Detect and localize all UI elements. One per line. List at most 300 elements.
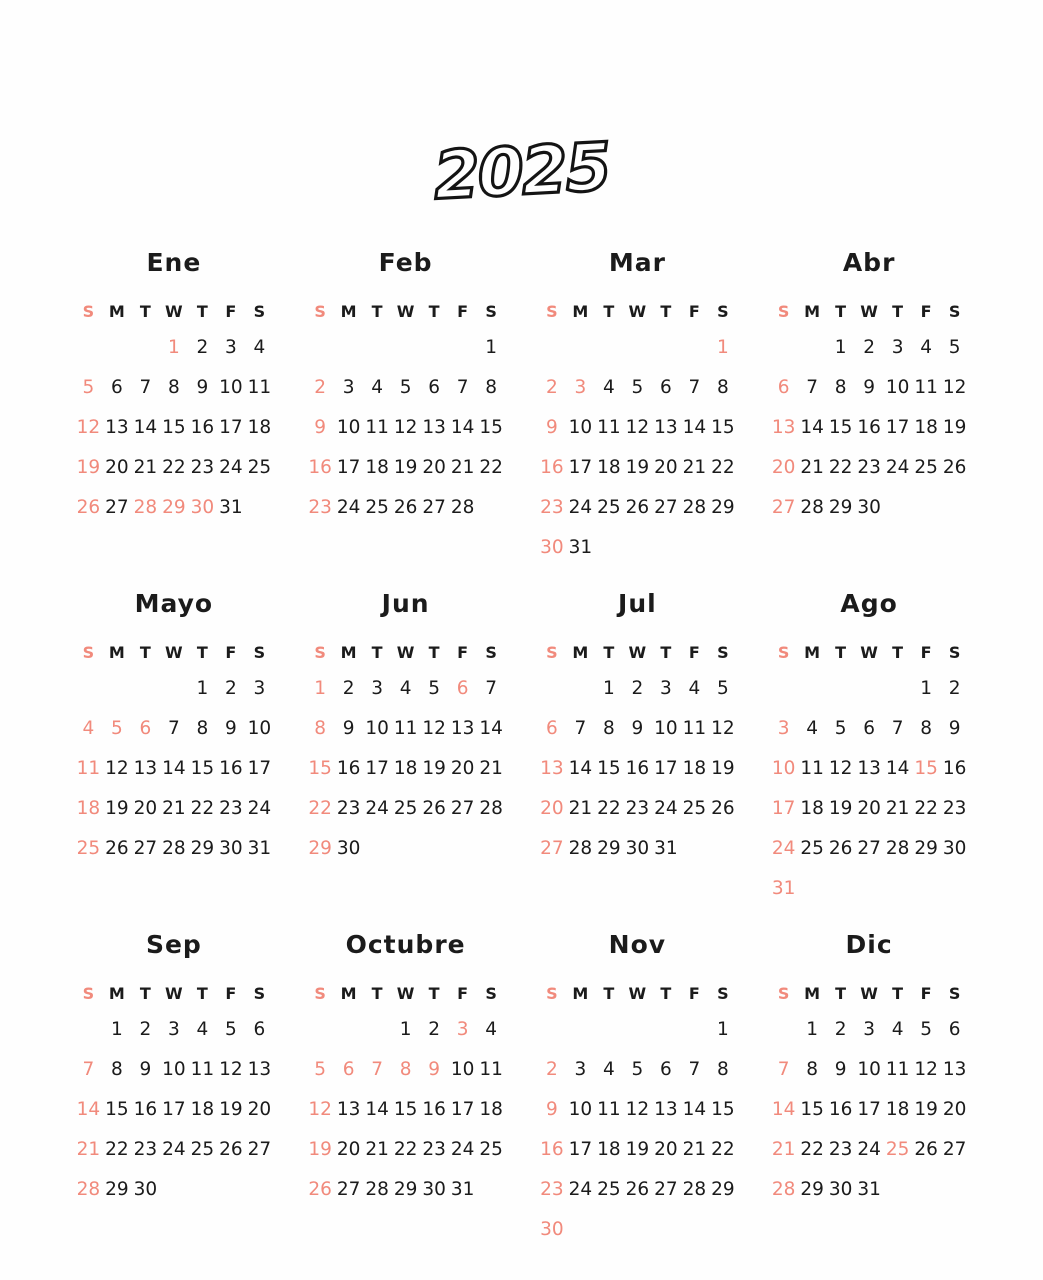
empty-cell: [566, 668, 595, 708]
date-cell: 29: [711, 1178, 735, 1200]
date-cell: 19: [828, 797, 853, 819]
date-cell: 22: [828, 456, 853, 478]
date-cell: 18: [247, 416, 272, 438]
date-cell: 18: [76, 797, 101, 819]
date-cell: 11: [885, 1058, 910, 1080]
weekday-header: W: [860, 984, 878, 1003]
month-day-grid: [74, 291, 274, 527]
date-cell: 12: [711, 717, 735, 739]
date-cell: 9: [863, 376, 876, 398]
weekday-header: T: [196, 643, 208, 662]
date-cell: 16: [133, 1098, 158, 1120]
date-cell: 3: [224, 336, 237, 358]
empty-cell: [769, 1009, 798, 1049]
date-cell: 10: [162, 1058, 186, 1080]
weekday-header: M: [340, 302, 357, 321]
date-cell: 4: [920, 336, 933, 358]
month-ene: [58, 244, 290, 585]
date-cell: 14: [800, 416, 824, 438]
month-day-grid: [769, 973, 969, 1209]
date-cell: 27: [336, 1178, 361, 1200]
date-cell: 13: [247, 1058, 272, 1080]
date-cell: 7: [485, 677, 498, 699]
date-cell: 8: [716, 1058, 729, 1080]
weekday-header: S: [485, 643, 497, 662]
empty-cell: [595, 327, 624, 367]
weekday-header: S: [485, 984, 497, 1003]
date-cell: 8: [485, 376, 498, 398]
date-cell: 11: [393, 717, 418, 739]
month-day-grid: [769, 632, 969, 908]
date-cell: 22: [105, 1138, 129, 1160]
date-cell: 10: [771, 757, 796, 779]
date-cell: 17: [365, 757, 389, 779]
date-cell: 13: [654, 1098, 678, 1120]
date-cell: 15: [711, 416, 735, 438]
empty-cell: [798, 327, 827, 367]
date-cell: 25: [365, 496, 389, 518]
date-cell: 15: [105, 1098, 129, 1120]
month-title: Octubre: [345, 930, 466, 959]
date-cell: 17: [654, 757, 678, 779]
date-cell: 20: [105, 456, 129, 478]
month-day-grid: [769, 291, 969, 527]
date-cell: 22: [800, 1138, 824, 1160]
date-cell: 23: [308, 496, 332, 518]
date-cell: 29: [711, 496, 735, 518]
date-cell: 15: [308, 757, 332, 779]
date-cell: 15: [597, 757, 621, 779]
date-cell: 13: [540, 757, 564, 779]
weekday-header: T: [835, 984, 847, 1003]
date-cell: 13: [942, 1058, 967, 1080]
weekday-header: T: [603, 984, 615, 1003]
empty-cell: [448, 327, 477, 367]
date-cell: 12: [219, 1058, 243, 1080]
date-cell: 25: [76, 837, 101, 859]
empty-cell: [538, 668, 567, 708]
date-cell: 4: [688, 677, 701, 699]
weekday-header: F: [688, 643, 700, 662]
weekday-header: S: [948, 302, 961, 321]
date-cell: 24: [771, 837, 796, 859]
date-cell: 27: [654, 1178, 678, 1200]
date-cell: 22: [308, 797, 332, 819]
date-cell: 20: [540, 797, 564, 819]
year-title: [0, 128, 1043, 228]
date-cell: 18: [479, 1098, 503, 1120]
weekday-header: T: [139, 984, 151, 1003]
weekday-header: S: [314, 984, 326, 1003]
date-cell: 27: [771, 496, 796, 518]
date-cell: 8: [602, 717, 615, 739]
date-cell: 10: [336, 416, 361, 438]
empty-cell: [538, 1009, 567, 1049]
weekday-header: T: [371, 643, 383, 662]
date-cell: 19: [219, 1098, 243, 1120]
date-cell: 5: [399, 376, 412, 398]
weekday-header: F: [225, 984, 237, 1003]
empty-cell: [623, 1209, 652, 1249]
date-cell: 28: [365, 1178, 389, 1200]
date-cell: 16: [219, 757, 243, 779]
empty-cell: [883, 668, 912, 708]
date-cell: 14: [568, 757, 593, 779]
date-cell: 10: [450, 1058, 475, 1080]
date-cell: 24: [568, 496, 593, 518]
weekday-header: M: [340, 984, 357, 1003]
date-cell: 10: [568, 1098, 593, 1120]
date-cell: 22: [393, 1138, 418, 1160]
date-cell: 20: [422, 456, 446, 478]
date-cell: 7: [139, 376, 152, 398]
date-cell: 3: [574, 1058, 587, 1080]
date-cell: 17: [247, 757, 272, 779]
date-cell: 28: [450, 496, 475, 518]
date-cell: 1: [920, 677, 933, 699]
date-cell: 20: [942, 1098, 967, 1120]
date-cell: 10: [857, 1058, 881, 1080]
date-cell: 15: [800, 1098, 824, 1120]
empty-cell: [680, 527, 709, 567]
date-cell: 25: [393, 797, 418, 819]
month-sep: [58, 926, 290, 1267]
date-cell: 3: [371, 677, 384, 699]
date-cell: 19: [711, 757, 735, 779]
empty-cell: [595, 1209, 624, 1249]
date-cell: 7: [688, 1058, 701, 1080]
date-cell: 19: [942, 416, 967, 438]
date-cell: 29: [190, 837, 215, 859]
date-cell: 24: [247, 797, 272, 819]
date-cell: 12: [393, 416, 418, 438]
date-cell: 2: [948, 677, 961, 699]
date-cell: 21: [365, 1138, 389, 1160]
empty-cell: [912, 1169, 941, 1209]
weekday-header: F: [920, 302, 932, 321]
weekday-header: S: [546, 643, 558, 662]
weekday-header: W: [165, 302, 183, 321]
month-ago: [753, 585, 985, 926]
date-cell: 28: [800, 496, 824, 518]
date-cell: 26: [76, 496, 101, 518]
empty-cell: [131, 668, 160, 708]
date-cell: 4: [485, 1018, 498, 1040]
date-cell: 2: [139, 1018, 152, 1040]
empty-cell: [680, 1209, 709, 1249]
date-cell: 14: [133, 416, 158, 438]
empty-cell: [709, 828, 738, 868]
weekday-header: T: [428, 643, 440, 662]
date-cell: 13: [771, 416, 796, 438]
date-cell: 29: [800, 1178, 824, 1200]
weekday-header: M: [108, 643, 125, 662]
date-cell: 20: [450, 757, 475, 779]
date-cell: 4: [371, 376, 384, 398]
date-cell: 30: [625, 837, 650, 859]
date-cell: 18: [800, 797, 824, 819]
date-cell: 15: [914, 757, 938, 779]
empty-cell: [652, 327, 681, 367]
weekday-header: S: [253, 643, 266, 662]
date-cell: 24: [654, 797, 678, 819]
date-cell: 28: [162, 837, 186, 859]
date-cell: 12: [828, 757, 853, 779]
empty-cell: [74, 1009, 103, 1049]
empty-cell: [74, 327, 103, 367]
date-cell: 25: [682, 797, 707, 819]
empty-cell: [391, 828, 420, 868]
date-cell: 12: [942, 376, 967, 398]
month-title: Dic: [845, 930, 893, 959]
year-text: 2025: [431, 128, 611, 215]
empty-cell: [883, 487, 912, 527]
weekday-header: F: [225, 302, 237, 321]
date-cell: 20: [771, 456, 796, 478]
date-cell: 4: [196, 1018, 209, 1040]
date-cell: 31: [857, 1178, 881, 1200]
month-abr: [753, 244, 985, 585]
month-day-grid: [538, 973, 738, 1249]
date-cell: 4: [253, 336, 266, 358]
month-day-grid: [74, 973, 274, 1209]
date-cell: 6: [139, 717, 152, 739]
weekday-header: T: [603, 643, 615, 662]
date-cell: 30: [133, 1178, 158, 1200]
date-cell: 22: [479, 456, 503, 478]
date-cell: 23: [540, 1178, 564, 1200]
weekday-header: T: [835, 302, 847, 321]
empty-cell: [912, 487, 941, 527]
date-cell: 7: [456, 376, 469, 398]
month-title: Sep: [145, 930, 202, 959]
date-cell: 1: [110, 1018, 123, 1040]
date-cell: 19: [914, 1098, 938, 1120]
weekday-header: S: [948, 643, 961, 662]
date-cell: 25: [800, 837, 824, 859]
date-cell: 6: [253, 1018, 266, 1040]
date-cell: 18: [682, 757, 707, 779]
date-cell: 31: [654, 837, 678, 859]
date-cell: 14: [365, 1098, 389, 1120]
empty-cell: [363, 828, 392, 868]
date-cell: 30: [540, 1218, 564, 1240]
date-cell: 27: [133, 837, 158, 859]
empty-cell: [798, 868, 827, 908]
date-cell: 2: [196, 336, 209, 358]
date-cell: 14: [450, 416, 475, 438]
date-cell: 25: [190, 1138, 215, 1160]
date-cell: 13: [336, 1098, 361, 1120]
date-cell: 4: [891, 1018, 904, 1040]
weekday-header: M: [804, 302, 821, 321]
year-title-graphic: [372, 128, 672, 228]
weekday-header: S: [82, 984, 95, 1003]
weekday-header: T: [892, 643, 904, 662]
weekday-header: F: [920, 984, 932, 1003]
weekday-header: W: [165, 643, 183, 662]
weekday-header: M: [340, 643, 357, 662]
date-cell: 4: [82, 717, 95, 739]
empty-cell: [940, 1169, 969, 1209]
date-cell: 28: [885, 837, 910, 859]
date-cell: 29: [105, 1178, 129, 1200]
date-cell: 7: [371, 1058, 384, 1080]
date-cell: 31: [568, 536, 593, 558]
date-cell: 11: [365, 416, 389, 438]
date-cell: 4: [602, 376, 615, 398]
weekday-header: S: [82, 302, 95, 321]
date-cell: 2: [863, 336, 876, 358]
empty-cell: [363, 1009, 392, 1049]
date-cell: 19: [625, 456, 650, 478]
date-cell: 23: [336, 797, 361, 819]
date-cell: 10: [219, 376, 243, 398]
empty-cell: [538, 327, 567, 367]
date-cell: 5: [82, 376, 95, 398]
date-cell: 1: [602, 677, 615, 699]
date-cell: 20: [133, 797, 158, 819]
date-cell: 13: [857, 757, 881, 779]
empty-cell: [363, 327, 392, 367]
date-cell: 3: [456, 1018, 469, 1040]
empty-cell: [160, 668, 189, 708]
date-cell: 23: [190, 456, 215, 478]
date-cell: 23: [625, 797, 650, 819]
date-cell: 11: [190, 1058, 215, 1080]
date-cell: 25: [247, 456, 272, 478]
date-cell: 31: [247, 837, 272, 859]
date-cell: 8: [196, 717, 209, 739]
date-cell: 6: [777, 376, 790, 398]
date-cell: 6: [659, 1058, 672, 1080]
date-cell: 7: [806, 376, 819, 398]
date-cell: 14: [479, 717, 503, 739]
date-cell: 15: [190, 757, 215, 779]
date-cell: 25: [914, 456, 938, 478]
date-cell: 30: [422, 1178, 446, 1200]
date-cell: 18: [393, 757, 418, 779]
date-cell: 14: [162, 757, 186, 779]
date-cell: 27: [857, 837, 881, 859]
weekday-header: T: [428, 302, 440, 321]
empty-cell: [188, 1169, 217, 1209]
weekday-header: T: [139, 302, 151, 321]
date-cell: 2: [224, 677, 237, 699]
date-cell: 23: [857, 456, 881, 478]
date-cell: 24: [450, 1138, 475, 1160]
date-cell: 21: [800, 456, 824, 478]
month-day-grid: [306, 973, 506, 1209]
month-day-grid: [306, 291, 506, 527]
date-cell: 21: [479, 757, 503, 779]
empty-cell: [245, 487, 274, 527]
weekday-header: F: [457, 302, 469, 321]
date-cell: 12: [625, 1098, 650, 1120]
date-cell: 2: [545, 1058, 558, 1080]
date-cell: 28: [479, 797, 503, 819]
date-cell: 13: [654, 416, 678, 438]
date-cell: 17: [219, 416, 243, 438]
date-cell: 9: [224, 717, 237, 739]
month-title: Abr: [842, 248, 896, 277]
weekday-header: T: [660, 643, 672, 662]
date-cell: 24: [162, 1138, 186, 1160]
date-cell: 29: [162, 496, 186, 518]
weekday-header: T: [603, 302, 615, 321]
weekday-header: S: [777, 302, 790, 321]
date-cell: 11: [800, 757, 824, 779]
date-cell: 15: [393, 1098, 418, 1120]
weekday-header: T: [139, 643, 151, 662]
date-cell: 8: [716, 376, 729, 398]
date-cell: 11: [682, 717, 707, 739]
weekday-header: W: [860, 643, 878, 662]
weekday-header: T: [660, 984, 672, 1003]
date-cell: 11: [914, 376, 938, 398]
date-cell: 17: [336, 456, 361, 478]
date-cell: 20: [654, 1138, 678, 1160]
date-cell: 3: [863, 1018, 876, 1040]
date-cell: 6: [342, 1058, 355, 1080]
date-cell: 5: [631, 376, 644, 398]
empty-cell: [566, 1209, 595, 1249]
date-cell: 27: [450, 797, 475, 819]
date-cell: 8: [920, 717, 933, 739]
date-cell: 9: [834, 1058, 847, 1080]
empty-cell: [709, 1209, 738, 1249]
date-cell: 21: [771, 1138, 796, 1160]
date-cell: 28: [682, 496, 707, 518]
date-cell: 1: [834, 336, 847, 358]
empty-cell: [306, 1009, 335, 1049]
date-cell: 2: [342, 677, 355, 699]
month-day-grid: [74, 632, 274, 868]
empty-cell: [769, 668, 798, 708]
date-cell: 11: [479, 1058, 503, 1080]
weekday-header: W: [396, 984, 415, 1003]
date-cell: 24: [857, 1138, 881, 1160]
date-cell: 9: [545, 416, 558, 438]
date-cell: 21: [162, 797, 186, 819]
date-cell: 9: [948, 717, 961, 739]
empty-cell: [940, 868, 969, 908]
empty-cell: [769, 327, 798, 367]
date-cell: 17: [568, 456, 593, 478]
date-cell: 10: [365, 717, 389, 739]
empty-cell: [566, 1009, 595, 1049]
date-cell: 29: [393, 1178, 418, 1200]
date-cell: 16: [190, 416, 215, 438]
month-title: Jun: [381, 589, 430, 618]
month-title: Nov: [608, 930, 667, 959]
weekday-header: F: [688, 302, 700, 321]
empty-cell: [391, 327, 420, 367]
date-cell: 28: [771, 1178, 796, 1200]
date-cell: 25: [479, 1138, 503, 1160]
date-cell: 1: [716, 1018, 729, 1040]
date-cell: 15: [828, 416, 853, 438]
date-cell: 30: [942, 837, 967, 859]
date-cell: 26: [942, 456, 967, 478]
date-cell: 26: [308, 1178, 332, 1200]
empty-cell: [798, 668, 827, 708]
month-jul: [522, 585, 754, 926]
date-cell: 2: [314, 376, 327, 398]
empty-cell: [245, 1169, 274, 1209]
date-cell: 5: [920, 1018, 933, 1040]
date-cell: 7: [574, 717, 587, 739]
